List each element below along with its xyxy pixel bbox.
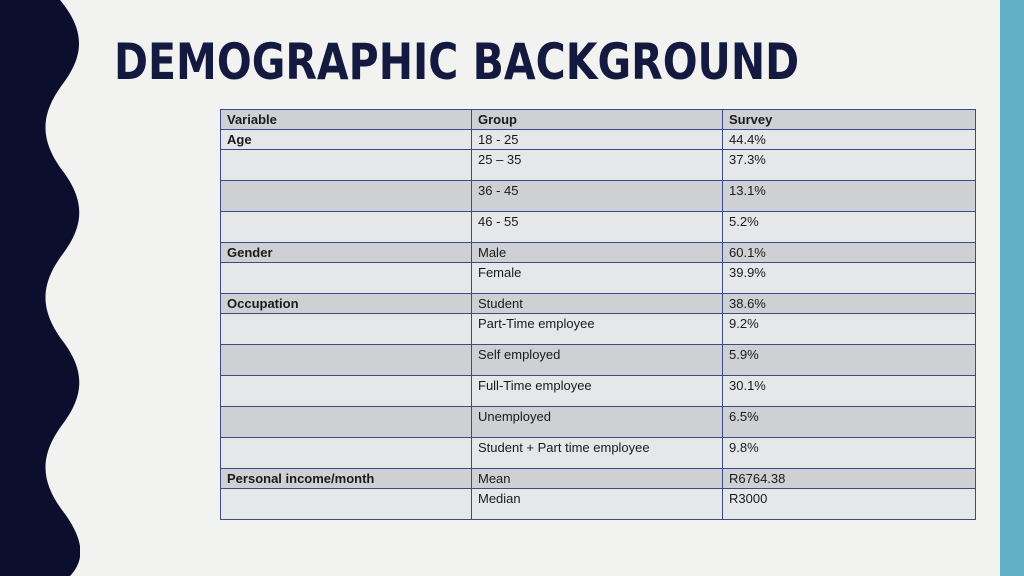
variable-cell: Gender: [221, 243, 472, 263]
table-row: [221, 130, 976, 150]
group-cell: Part-Time employee: [472, 314, 723, 345]
variable-cell: Personal income/month: [221, 469, 472, 489]
table-header-row: [221, 110, 976, 130]
survey-cell: 44.4%: [723, 130, 976, 150]
variable-cell: [221, 150, 472, 181]
variable-cell: Occupation: [221, 294, 472, 314]
header-survey: Survey: [723, 110, 976, 130]
demographic-table: [220, 109, 976, 520]
group-cell: 36 - 45: [472, 181, 723, 212]
group-cell: 18 - 25: [472, 130, 723, 150]
table-row: [221, 407, 976, 438]
table-row: [221, 181, 976, 212]
group-cell: 25 – 35: [472, 150, 723, 181]
variable-cell: Age: [221, 130, 472, 150]
survey-cell: 9.2%: [723, 314, 976, 345]
table-row: [221, 376, 976, 407]
survey-cell: R3000: [723, 489, 976, 520]
table-row: [221, 212, 976, 243]
survey-cell: 37.3%: [723, 150, 976, 181]
variable-cell: [221, 314, 472, 345]
group-cell: Full-Time employee: [472, 376, 723, 407]
page-title: DEMOGRAPHIC BACKGROUND: [114, 33, 800, 91]
table-row: [221, 243, 976, 263]
group-cell: Student: [472, 294, 723, 314]
survey-cell: R6764.38: [723, 469, 976, 489]
group-cell: Male: [472, 243, 723, 263]
group-cell: Median: [472, 489, 723, 520]
group-cell: Female: [472, 263, 723, 294]
table-row: [221, 345, 976, 376]
table-row: [221, 314, 976, 345]
group-cell: 46 - 55: [472, 212, 723, 243]
survey-cell: 60.1%: [723, 243, 976, 263]
table-row: [221, 489, 976, 520]
table-row: [221, 469, 976, 489]
variable-cell: [221, 181, 472, 212]
table-row: [221, 263, 976, 294]
survey-cell: 38.6%: [723, 294, 976, 314]
survey-cell: 6.5%: [723, 407, 976, 438]
survey-cell: 13.1%: [723, 181, 976, 212]
group-cell: Self employed: [472, 345, 723, 376]
left-wave-decoration: [0, 0, 80, 576]
variable-cell: [221, 263, 472, 294]
variable-cell: [221, 407, 472, 438]
survey-cell: 30.1%: [723, 376, 976, 407]
table-row: [221, 150, 976, 181]
variable-cell: [221, 376, 472, 407]
header-variable: Variable: [221, 110, 472, 130]
survey-cell: 5.9%: [723, 345, 976, 376]
right-accent-bar: [1000, 0, 1024, 576]
table-row: [221, 294, 976, 314]
variable-cell: [221, 489, 472, 520]
table-row: [221, 438, 976, 469]
group-cell: Unemployed: [472, 407, 723, 438]
survey-cell: 39.9%: [723, 263, 976, 294]
group-cell: Mean: [472, 469, 723, 489]
survey-cell: 5.2%: [723, 212, 976, 243]
header-group: Group: [472, 110, 723, 130]
group-cell: Student + Part time employee: [472, 438, 723, 469]
variable-cell: [221, 212, 472, 243]
variable-cell: [221, 345, 472, 376]
variable-cell: [221, 438, 472, 469]
survey-cell: 9.8%: [723, 438, 976, 469]
